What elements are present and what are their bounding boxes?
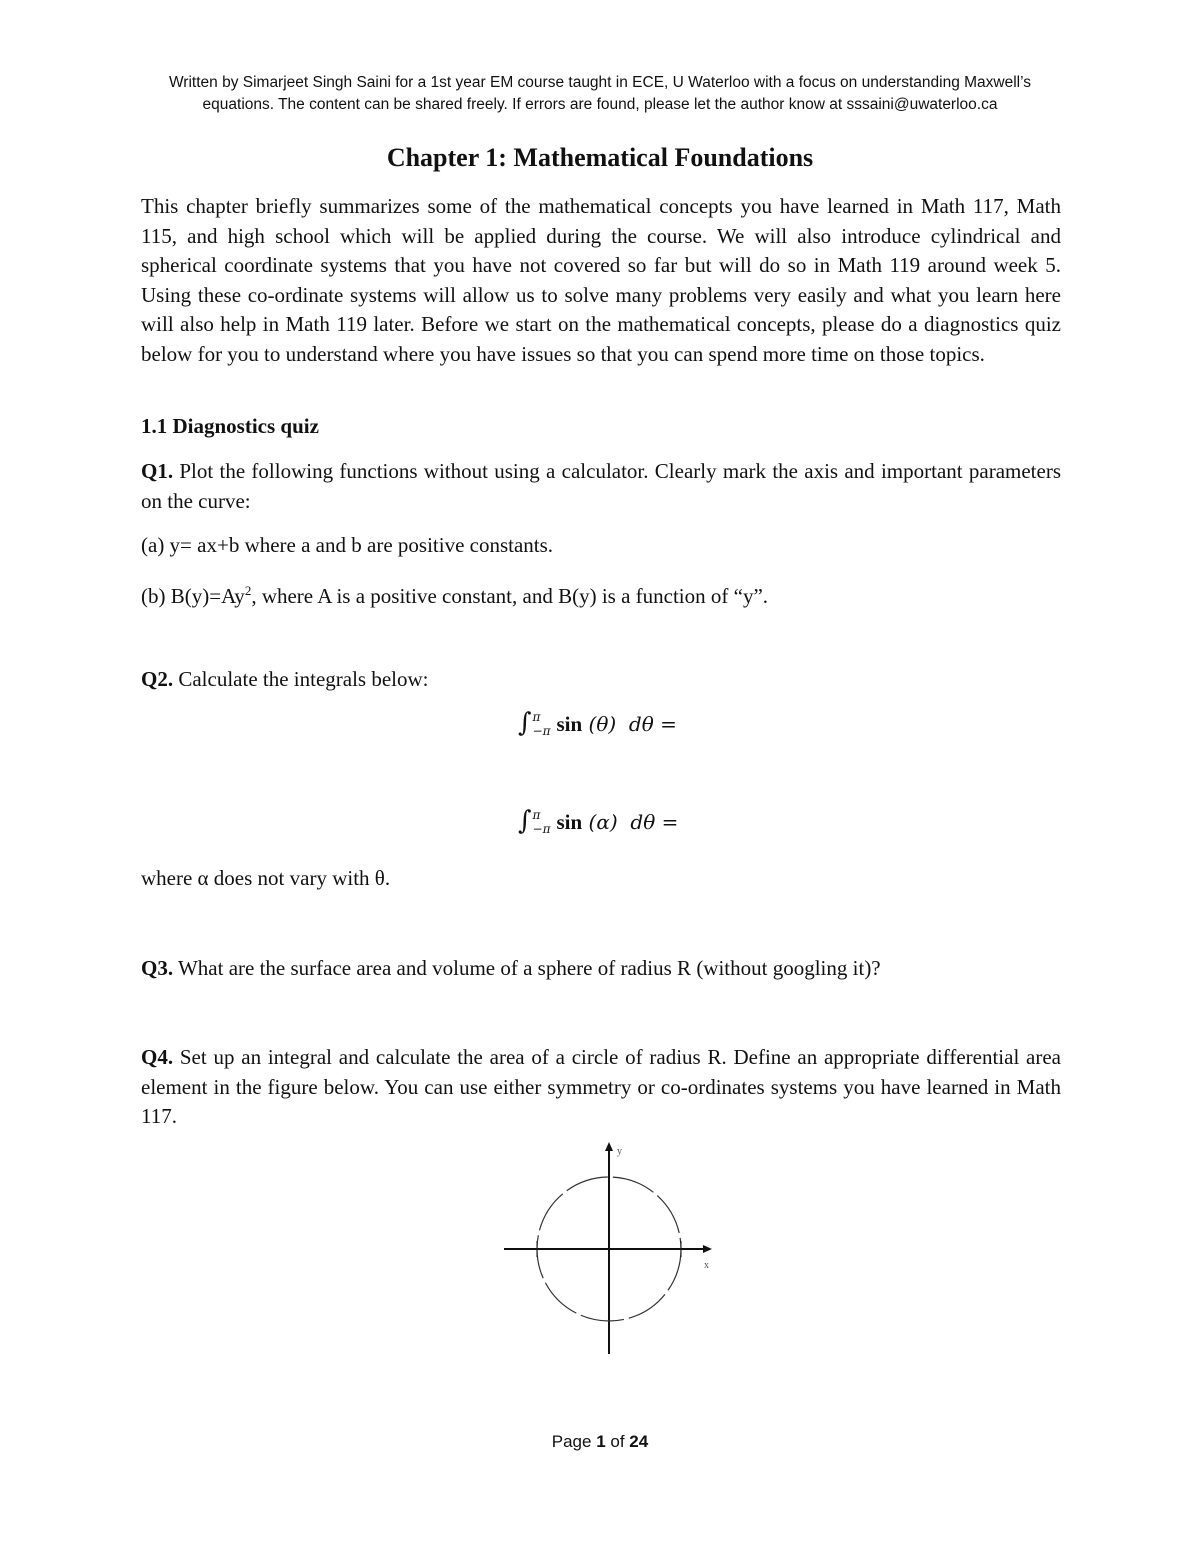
- question-4: [141, 1043, 1061, 1132]
- chapter-intro: This chapter briefly summarizes some of the mathematical concepts you have learned in Math 117, Math 115, and high school which will be applied during the course. We will also introduce cylindrical and spherical coordinate systems that you have not covered so far but will do so in Math 119 around week 5. Using these co-ordinate systems will allow us to solve many problems very easily and what you learn here will also help in Math 119 later. Before we start on the mathematical concepts, please do a diagnostics quiz below for you to understand where you have issues so that you can spend more time on those topics.: [141, 194, 1061, 366]
- section-heading-text: 1.1 Diagnostics quiz: [141, 414, 319, 438]
- integral-limits: [533, 808, 551, 836]
- section-heading: [141, 412, 1061, 442]
- footer-prefix: Page: [551, 1432, 597, 1451]
- page-footer: [0, 1432, 1200, 1452]
- header-line-2: equations. The content can be shared freely. If errors are found, please let the author know at sssaini@uwaterloo.ca: [202, 96, 998, 113]
- q2-text: Calculate the integrals below:: [178, 667, 429, 691]
- q1-text: Plot the following functions without using a calculator. Clearly mark the axis and important parameters on the curve:: [141, 459, 1061, 513]
- q1-part-a: (a) y= ax+b where a and b are positive constants.: [141, 533, 554, 557]
- footer-middle: of: [605, 1432, 630, 1451]
- integral-1-diff: dθ =: [628, 712, 677, 736]
- chapter-title: Chapter 1: Mathematical Foundations: [386, 143, 814, 172]
- x-axis-label: x: [704, 1260, 709, 1271]
- sin-function: sin: [556, 712, 583, 736]
- x-axis-arrow-icon: [703, 1245, 712, 1253]
- integral-2: [518, 806, 678, 838]
- header-line-1: Written by Simarjeet Singh Saini for a 1st year EM course taught in ECE, U Waterloo with a focus on understanding Maxwell’s: [168, 74, 1032, 91]
- page-header: [138, 72, 1062, 116]
- sin-function: sin: [556, 810, 583, 834]
- page-total: 24: [629, 1432, 649, 1451]
- integral-1-arg: (θ): [588, 712, 617, 736]
- circle-figure: [490, 1138, 720, 1358]
- integral-2-diff: dθ =: [630, 810, 679, 834]
- integral-1: [518, 708, 677, 740]
- q4-text: Set up an integral and calculate the area of a circle of radius R. Define an appropriate differential area element in the figure below. You can use either symmetry or co-ordinates systems you have learned in Math 117.: [141, 1045, 1062, 1128]
- integral-2-arg: (α): [588, 810, 618, 834]
- integral-sign-icon: ∫: [518, 806, 532, 836]
- question-2: [141, 665, 1061, 695]
- q3-label: Q3.: [141, 956, 174, 980]
- question-3: [141, 954, 1061, 984]
- q1-b-sup: 2: [244, 583, 252, 598]
- y-axis-label: y: [617, 1146, 622, 1157]
- integral-limits: [533, 710, 551, 738]
- q4-label: Q4.: [141, 1045, 174, 1069]
- q3-text: What are the surface area and volume of a sphere of radius R (without googling it)?: [177, 956, 881, 980]
- upper-limit: π: [532, 807, 541, 822]
- q2-label: Q2.: [141, 667, 174, 691]
- question-1: [141, 457, 1061, 516]
- y-axis-arrow-icon: [605, 1142, 613, 1151]
- q1-b-post: , where A is a positive constant, and B(y) is a function of “y”.: [251, 584, 769, 608]
- lower-limit: −π: [532, 723, 551, 738]
- q1-label: Q1.: [141, 459, 174, 483]
- integral-sign-icon: ∫: [518, 708, 532, 738]
- page-number: 1: [596, 1432, 606, 1451]
- q1-b-pre: (b) B(y)=Ay: [141, 584, 245, 608]
- lower-limit: −π: [532, 821, 551, 836]
- q1-part-b: [141, 576, 1061, 612]
- q2-note: where α does not vary with θ.: [141, 866, 391, 890]
- upper-limit: π: [532, 709, 541, 724]
